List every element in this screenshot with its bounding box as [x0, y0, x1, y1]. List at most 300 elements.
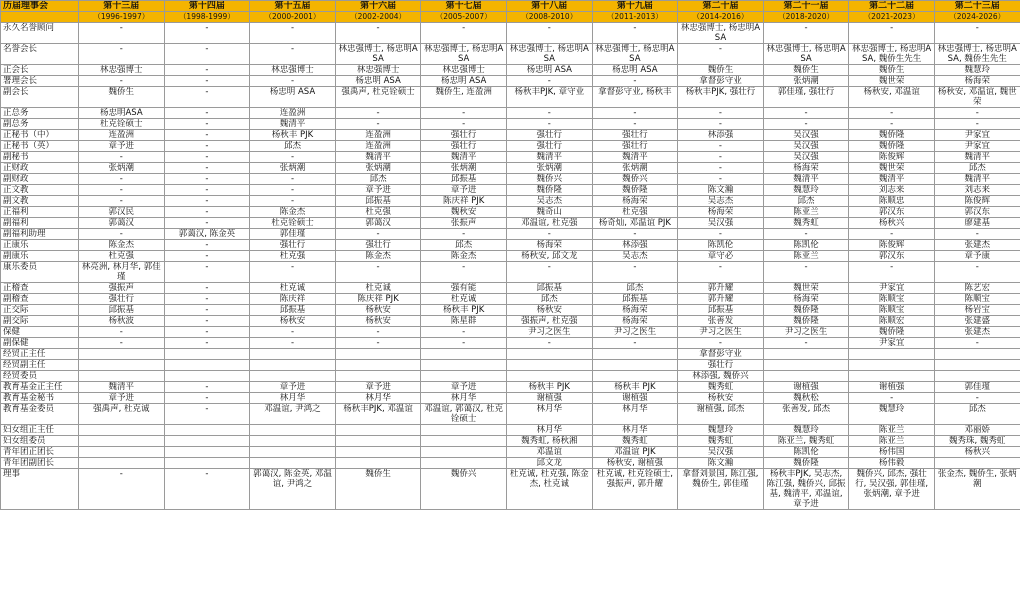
role-label: 教育基金委员 — [1, 404, 79, 425]
member-cell: 章予进 — [421, 382, 507, 393]
member-cell: 连盈洲 — [335, 141, 421, 152]
term-years-row — [1, 12, 1020, 23]
member-cell: - — [164, 382, 250, 393]
member-cell: 强壮行 — [506, 130, 592, 141]
member-cell: - — [164, 240, 250, 251]
member-cell: 魏秀虹 — [592, 436, 678, 447]
member-cell: - — [421, 338, 507, 349]
member-cell: 郭蔼汉, 陈金英 — [164, 229, 250, 240]
member-cell: 邓温谊, 杜克强 — [506, 218, 592, 229]
member-cell: 杜克诚 — [421, 294, 507, 305]
member-cell: 陈凯伦 — [763, 447, 849, 458]
member-cell: - — [164, 283, 250, 294]
member-cell: 杨忠明 ASA — [250, 87, 336, 108]
member-cell: 林忠强博士, 杨忠明ASA — [506, 44, 592, 65]
term-years: （1998-1999） — [164, 12, 250, 23]
member-cell: 杨忠明 ASA — [592, 65, 678, 76]
member-cell: 谢植强, 邱杰 — [678, 404, 764, 425]
role-label: 副康乐 — [1, 251, 79, 262]
member-cell: 陈俊辉 — [934, 196, 1020, 207]
member-cell: 邱杰 — [592, 283, 678, 294]
member-cell: 杨秋兴 — [934, 447, 1020, 458]
member-cell: 章予进 — [335, 185, 421, 196]
table-row — [1, 338, 1020, 349]
member-cell: 邱振基 — [506, 283, 592, 294]
member-cell: - — [250, 327, 336, 338]
table-row — [1, 23, 1020, 44]
table-row — [1, 152, 1020, 163]
member-cell: 魏侨生, 连盈洲 — [421, 87, 507, 108]
table-row — [1, 458, 1020, 469]
member-cell: 杨秋安, 邓温谊 — [849, 87, 935, 108]
role-label: 正福利 — [1, 207, 79, 218]
member-cell: 林月华 — [592, 425, 678, 436]
member-cell: 强壮行 — [335, 240, 421, 251]
term-name: 第二十一届 — [763, 1, 849, 12]
member-cell: - — [934, 229, 1020, 240]
member-cell: 魏清平 — [763, 174, 849, 185]
member-cell: 杜克诚 — [335, 283, 421, 294]
role-label: 名誉会长 — [1, 44, 79, 65]
member-cell — [934, 349, 1020, 360]
member-cell: - — [164, 108, 250, 119]
member-cell: 林月华 — [506, 404, 592, 425]
table-row — [1, 218, 1020, 229]
member-cell: 杨秋安, 邓温谊, 魏世荣 — [934, 87, 1020, 108]
member-cell: 林忠强博士, 杨忠明ASA, 魏侨生先生 — [934, 44, 1020, 65]
member-cell: - — [164, 294, 250, 305]
table-row — [1, 229, 1020, 240]
term-years: （2024-2026） — [934, 12, 1020, 23]
member-cell: - — [164, 338, 250, 349]
member-cell: - — [592, 338, 678, 349]
term-years: （2000-2001） — [250, 12, 336, 23]
member-cell: 郭升耀 — [678, 294, 764, 305]
member-cell — [250, 425, 336, 436]
member-cell: 陈金杰 — [79, 240, 165, 251]
member-cell: - — [79, 152, 165, 163]
member-cell: 强振声, 杜克强 — [506, 316, 592, 327]
member-cell: 邱振基 — [592, 294, 678, 305]
member-cell: 杜克铨硕士 — [79, 119, 165, 130]
member-cell: 魏清平 — [250, 119, 336, 130]
member-cell — [421, 349, 507, 360]
member-cell: - — [678, 152, 764, 163]
member-cell: 林忠强博士 — [250, 65, 336, 76]
member-cell: - — [250, 185, 336, 196]
table-row — [1, 87, 1020, 108]
member-cell — [934, 360, 1020, 371]
member-cell — [79, 371, 165, 382]
member-cell: 尹家宜 — [934, 130, 1020, 141]
member-cell: 魏清平 — [934, 152, 1020, 163]
member-cell — [421, 436, 507, 447]
member-cell: 强壮行 — [421, 141, 507, 152]
member-cell: 谢植强 — [506, 393, 592, 404]
member-cell: 强壮行 — [250, 240, 336, 251]
member-cell — [506, 371, 592, 382]
member-cell — [250, 447, 336, 458]
role-label: 青年团正团长 — [1, 447, 79, 458]
role-label: 正秘书（中） — [1, 130, 79, 141]
table-row — [1, 469, 1020, 510]
table-row — [1, 141, 1020, 152]
member-cell: 魏慧玲 — [763, 185, 849, 196]
member-cell: 章予进 — [79, 393, 165, 404]
table-row — [1, 196, 1020, 207]
role-label: 青年团副团长 — [1, 458, 79, 469]
member-cell: 郭蔼汉, 陈金英, 邓温谊, 尹鸿之 — [250, 469, 336, 510]
member-cell: 杨海荣 — [934, 76, 1020, 87]
member-cell: 林忠强博士, 杨忠明ASA — [592, 44, 678, 65]
member-cell: 邱振基 — [250, 305, 336, 316]
member-cell: - — [934, 23, 1020, 44]
member-cell — [79, 458, 165, 469]
table-row — [1, 436, 1020, 447]
member-cell: - — [79, 327, 165, 338]
member-cell — [79, 360, 165, 371]
member-cell: 魏慧玲 — [763, 425, 849, 436]
member-cell: 陈顺忠 — [849, 196, 935, 207]
member-cell: 杨秋丰 PJK — [250, 130, 336, 141]
member-cell: 杨忠明 ASA — [421, 76, 507, 87]
role-label: 正财政 — [1, 163, 79, 174]
member-cell: - — [506, 76, 592, 87]
member-cell — [335, 458, 421, 469]
member-cell — [592, 349, 678, 360]
member-cell: 尹习之医生 — [678, 327, 764, 338]
member-cell: 陈亚兰 — [849, 436, 935, 447]
member-cell: 吴汉强 — [763, 141, 849, 152]
role-label: 副保健 — [1, 338, 79, 349]
member-cell: 尹家宜 — [849, 283, 935, 294]
member-cell — [164, 425, 250, 436]
member-cell: 魏侨隆 — [506, 185, 592, 196]
member-cell: - — [79, 229, 165, 240]
member-cell: 杨秋丰 PJK — [506, 382, 592, 393]
member-cell: 杨秋安 — [506, 305, 592, 316]
member-cell: - — [79, 76, 165, 87]
member-cell: - — [164, 404, 250, 425]
member-cell — [506, 360, 592, 371]
member-cell: 谢植强 — [763, 382, 849, 393]
member-cell: 陈俊辉 — [849, 240, 935, 251]
member-cell: 章予进 — [421, 185, 507, 196]
term-name: 第十五届 — [250, 1, 336, 12]
member-cell: 陈星群 — [421, 316, 507, 327]
member-cell — [421, 447, 507, 458]
table-row — [1, 240, 1020, 251]
member-cell: 魏世荣 — [849, 76, 935, 87]
member-cell: 魏清平 — [79, 382, 165, 393]
member-cell: 魏清平 — [506, 152, 592, 163]
member-cell: 拿督彭守业 — [678, 76, 764, 87]
member-cell: 章予康 — [934, 251, 1020, 262]
member-cell: 杨秋安 — [250, 316, 336, 327]
member-cell: 刘志来 — [934, 185, 1020, 196]
member-cell: - — [849, 393, 935, 404]
member-cell: 魏侨隆 — [849, 327, 935, 338]
member-cell: 谢植强 — [592, 393, 678, 404]
member-cell — [849, 349, 935, 360]
member-cell: 连盈洲 — [335, 130, 421, 141]
member-cell: 章予进 — [335, 382, 421, 393]
member-cell: 邱杰 — [934, 163, 1020, 174]
member-cell: 林忠强博士, 杨忠明ASA — [763, 44, 849, 65]
member-cell: - — [79, 338, 165, 349]
member-cell: - — [849, 229, 935, 240]
member-cell: - — [79, 174, 165, 185]
member-cell: 杨忠明ASA — [79, 108, 165, 119]
member-cell: - — [506, 119, 592, 130]
member-cell: 吴汉强 — [678, 447, 764, 458]
term-years: （1996-1997） — [79, 12, 165, 23]
member-cell: - — [79, 469, 165, 510]
member-cell: 魏秋松 — [763, 393, 849, 404]
role-label: 副福利助理 — [1, 229, 79, 240]
member-cell — [934, 458, 1020, 469]
member-cell: - — [592, 229, 678, 240]
member-cell: - — [164, 207, 250, 218]
member-cell — [421, 371, 507, 382]
member-cell: 魏侨兴 — [592, 174, 678, 185]
member-cell: - — [421, 262, 507, 283]
member-cell: 陈凯伦 — [678, 240, 764, 251]
member-cell: 魏侨隆 — [763, 316, 849, 327]
member-cell: 魏清平 — [335, 152, 421, 163]
member-cell: - — [164, 469, 250, 510]
member-cell: - — [164, 196, 250, 207]
member-cell: 章守必 — [678, 251, 764, 262]
member-cell — [335, 425, 421, 436]
member-cell: - — [849, 262, 935, 283]
member-cell: 连盈洲 — [250, 108, 336, 119]
member-cell: 魏侨隆 — [763, 458, 849, 469]
member-cell: 尹习之医生 — [506, 327, 592, 338]
member-cell: - — [506, 262, 592, 283]
member-cell: - — [934, 108, 1020, 119]
member-cell: 魏慧玲 — [849, 404, 935, 425]
member-cell: 杜克强 — [250, 251, 336, 262]
member-cell: 杨秋丰 PJK — [592, 382, 678, 393]
member-cell: 强壮行 — [678, 360, 764, 371]
member-cell: 张炳潮 — [335, 163, 421, 174]
member-cell: 杨秋丰PJK, 吴志杰, 陈江强, 魏侨兴, 邱振基, 魏清平, 邓温谊, 章予进 — [763, 469, 849, 510]
member-cell: 魏侨隆 — [763, 305, 849, 316]
member-cell — [934, 371, 1020, 382]
member-cell: - — [763, 119, 849, 130]
member-cell: 杨海荣 — [678, 207, 764, 218]
member-cell: - — [506, 229, 592, 240]
role-label: 正会长 — [1, 65, 79, 76]
member-cell: - — [592, 108, 678, 119]
table-row — [1, 349, 1020, 360]
member-cell: 魏侨隆 — [592, 185, 678, 196]
term-years: （2021-2023） — [849, 12, 935, 23]
member-cell — [592, 371, 678, 382]
member-cell: - — [79, 44, 165, 65]
member-cell: - — [335, 23, 421, 44]
member-cell: 强壮行 — [592, 130, 678, 141]
member-cell — [164, 360, 250, 371]
member-cell: 林忠强博士 — [421, 65, 507, 76]
member-cell: 杨海荣 — [592, 316, 678, 327]
member-cell — [250, 436, 336, 447]
member-cell: - — [592, 76, 678, 87]
role-label: 妇女组正主任 — [1, 425, 79, 436]
member-cell: 连盈洲 — [79, 130, 165, 141]
member-cell: - — [763, 23, 849, 44]
member-cell: 郭蔼汉 — [79, 218, 165, 229]
member-cell — [335, 371, 421, 382]
role-label: 经贸副主任 — [1, 360, 79, 371]
member-cell: 杨伟国 — [849, 447, 935, 458]
table-row — [1, 185, 1020, 196]
role-label: 副会长 — [1, 87, 79, 108]
member-cell — [421, 360, 507, 371]
member-cell: 尹家宜 — [849, 338, 935, 349]
member-cell: 拿督刘景国, 陈江强, 魏侨生, 郭佳瑾 — [678, 469, 764, 510]
member-cell: - — [934, 119, 1020, 130]
member-cell: 邓温谊, 尹鸿之 — [250, 404, 336, 425]
member-cell: 邓丽娇 — [934, 425, 1020, 436]
member-cell: 陈亚兰 — [849, 425, 935, 436]
member-cell — [849, 371, 935, 382]
member-cell: 杨忠明 ASA — [506, 65, 592, 76]
member-cell: 张炳潮 — [592, 163, 678, 174]
member-cell: - — [421, 327, 507, 338]
member-cell: 陈庆祥 PJK — [421, 196, 507, 207]
member-cell: 邱振基 — [79, 305, 165, 316]
member-cell: 陈亚兰, 魏秀虹 — [763, 436, 849, 447]
role-label: 经贸正主任 — [1, 349, 79, 360]
member-cell — [164, 371, 250, 382]
member-cell: - — [421, 119, 507, 130]
member-cell: - — [164, 76, 250, 87]
member-cell: 强禹声, 杜克诚 — [79, 404, 165, 425]
member-cell: 邱文龙 — [506, 458, 592, 469]
member-cell: 张炳潮 — [506, 163, 592, 174]
term-years: （2002-2004） — [335, 12, 421, 23]
member-cell: 杜克诚, 杜克强, 陈金杰, 杜克诚 — [506, 469, 592, 510]
member-cell: - — [849, 23, 935, 44]
member-cell — [164, 436, 250, 447]
member-cell — [335, 360, 421, 371]
member-cell: - — [934, 338, 1020, 349]
member-cell: 邓温谊, 郭蔼汉, 杜克铨硕士 — [421, 404, 507, 425]
member-cell: - — [164, 87, 250, 108]
term-name: 第二十届 — [678, 1, 764, 12]
table-row — [1, 163, 1020, 174]
member-cell: 魏清平 — [592, 152, 678, 163]
term-name-row — [1, 1, 1020, 12]
member-cell — [79, 447, 165, 458]
member-cell: 邱振基 — [678, 305, 764, 316]
role-label: 副总务 — [1, 119, 79, 130]
member-cell — [506, 349, 592, 360]
member-cell: 张炳潮 — [421, 163, 507, 174]
member-cell: 张建杰 — [934, 327, 1020, 338]
member-cell: 陈文瀚 — [678, 458, 764, 469]
member-cell: - — [592, 119, 678, 130]
member-cell: - — [763, 262, 849, 283]
member-cell: 林月华 — [250, 393, 336, 404]
member-cell: 林添强, 魏侨兴 — [678, 371, 764, 382]
member-cell: 林忠强博士 — [335, 65, 421, 76]
member-cell: - — [250, 262, 336, 283]
member-cell: - — [849, 119, 935, 130]
term-years: （2014-2016） — [678, 12, 764, 23]
member-cell: 林月华 — [506, 425, 592, 436]
member-cell: 魏侨兴 — [506, 174, 592, 185]
member-cell: 林忠强博士, 杨忠明ASA — [678, 23, 764, 44]
member-cell: - — [164, 185, 250, 196]
member-cell: - — [934, 262, 1020, 283]
member-cell: 魏侨生 — [849, 65, 935, 76]
member-cell: 章予进 — [250, 382, 336, 393]
member-cell: 刘志来 — [849, 185, 935, 196]
member-cell — [763, 371, 849, 382]
member-cell: 杨秋安, 邱文龙 — [506, 251, 592, 262]
member-cell: - — [421, 229, 507, 240]
member-cell: 郭汉东 — [934, 207, 1020, 218]
member-cell: 魏侨生 — [678, 65, 764, 76]
term-name: 第十七届 — [421, 1, 507, 12]
member-cell: 邱杰 — [250, 141, 336, 152]
member-cell: 杨秋兴 — [849, 218, 935, 229]
member-cell: 杨奇灿, 邓温谊 PJK — [592, 218, 678, 229]
member-cell: 林添强 — [678, 130, 764, 141]
table-row — [1, 447, 1020, 458]
member-cell: - — [164, 174, 250, 185]
member-cell: 强壮行 — [79, 294, 165, 305]
member-cell: 陈顺宏 — [849, 316, 935, 327]
member-cell: - — [250, 174, 336, 185]
member-cell: 郭佳瑾, 强壮行 — [763, 87, 849, 108]
member-cell: 魏世荣 — [763, 283, 849, 294]
table-row — [1, 404, 1020, 425]
member-cell: - — [421, 23, 507, 44]
member-cell: - — [79, 196, 165, 207]
member-cell: 杨岩宝 — [934, 305, 1020, 316]
member-cell: - — [164, 251, 250, 262]
member-cell: 尹习之医生 — [763, 327, 849, 338]
member-cell: - — [79, 185, 165, 196]
member-cell: 陈顺宝 — [849, 294, 935, 305]
header-label: 历届理事会 — [1, 1, 79, 12]
member-cell: - — [164, 130, 250, 141]
table-row — [1, 65, 1020, 76]
member-cell: - — [250, 23, 336, 44]
member-cell: - — [678, 44, 764, 65]
member-cell: - — [250, 76, 336, 87]
member-cell — [164, 458, 250, 469]
member-cell: 郭汉民 — [79, 207, 165, 218]
role-label: 康乐委员 — [1, 262, 79, 283]
role-label: 正文教 — [1, 185, 79, 196]
table-row — [1, 316, 1020, 327]
member-cell — [250, 371, 336, 382]
member-cell: 林月华 — [335, 393, 421, 404]
table-row — [1, 294, 1020, 305]
member-cell: 吴汉强 — [763, 152, 849, 163]
member-cell: 陈凯伦 — [763, 240, 849, 251]
member-cell: 陈顺宝 — [849, 305, 935, 316]
table-row — [1, 262, 1020, 283]
member-cell: 林忠强博士, 杨忠明ASA — [335, 44, 421, 65]
member-cell: 陈亚兰 — [763, 251, 849, 262]
member-cell: - — [678, 163, 764, 174]
